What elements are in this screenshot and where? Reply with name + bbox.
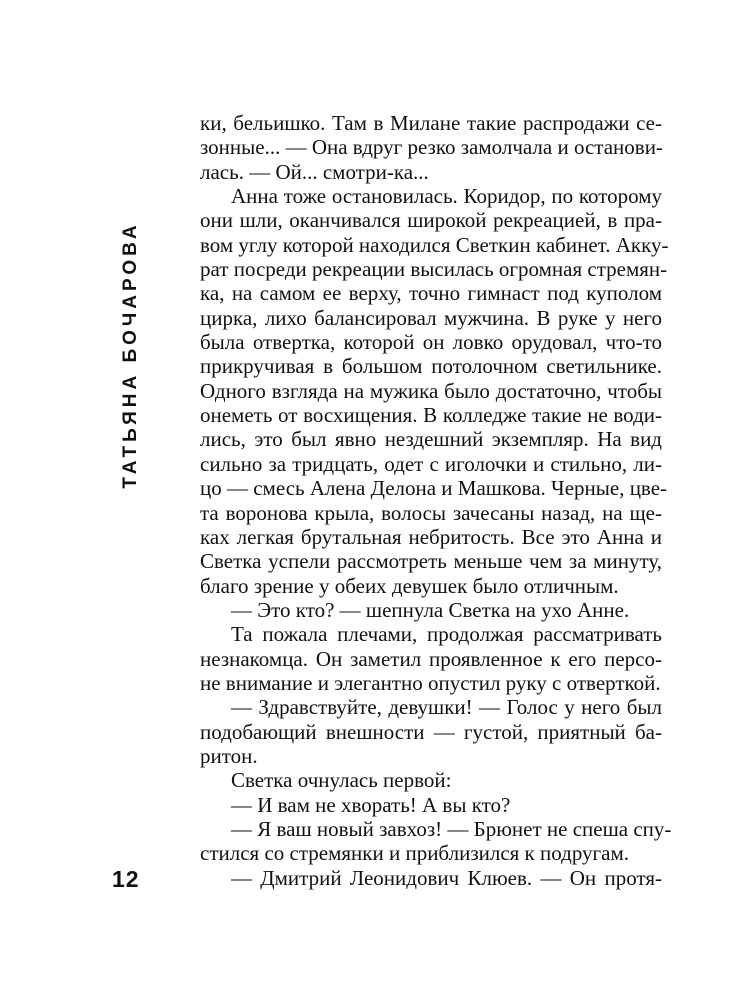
text-line: цо — смесь Алена Делона и Машкова. Черные, цве-	[200, 476, 668, 501]
text-line: Светка успели рассмотреть меньше чем за минуту,	[200, 549, 662, 574]
text-line: ки, бельишко. Там в Милане такие распродажи се-	[200, 111, 662, 135]
page-number: 12	[112, 866, 140, 892]
text-line: благо зрение у обеих девушек было отличным.	[200, 573, 619, 598]
text-line: ка, на самом ее верху, точно гимнаст под куполом	[200, 281, 662, 306]
text-line: — Дмитрий Леонидович Клюев. — Он протя-	[231, 865, 662, 890]
text-line: лись, это был явно нездешний экземпляр. На вид	[200, 427, 662, 452]
running-head-text: ТАТЬЯНА БОЧАРОВА	[120, 221, 141, 489]
text-line: та воронова крыла, волосы зачесаны назад, на ще-	[200, 500, 662, 525]
text-line: вом углу которой находился Светкин кабинет. Акку-	[200, 232, 669, 257]
text-line: Анна тоже остановилась. Коридор, по которому	[231, 184, 662, 209]
text-line: сильно за тридцать, одет с иголочки и стильно, ли-	[200, 451, 662, 476]
text-line: Светка очнулась первой:	[231, 768, 452, 793]
text-line: ритон.	[200, 743, 258, 768]
text-line: незнакомца. Он заметил проявленное к его персо-	[200, 646, 662, 671]
text-line: Одного взгляда на мужика было достаточно, чтобы	[200, 378, 662, 403]
text-line: лась. — Ой... смотри-ка...	[200, 159, 429, 184]
text-line: — И вам не хворать! А вы кто?	[231, 792, 511, 817]
text-line: — Это кто? — шепнула Светка на ухо Анне.	[231, 597, 630, 622]
text-line: ках легкая брутальная небритость. Все это Анна и	[200, 524, 662, 549]
body-text	[200, 111, 672, 890]
text-line: онеметь от восхищения. В колледже такие не води-	[200, 403, 662, 428]
text-line: не внимание и элегантно опустил руку с отверткой.	[200, 670, 661, 695]
text-line: — Я ваш новый завхоз! — Брюнет не спеша спу-	[231, 816, 672, 841]
text-line: Та пожала плечами, продолжая рассматривать	[231, 622, 662, 647]
text-line: — Здравствуйте, девушки! — Голос у него был	[231, 695, 662, 720]
text-line: они шли, оканчивался широкой рекреацией, в пра-	[200, 208, 662, 233]
text-line: рат посреди рекреации высилась огромная стремян-	[200, 257, 668, 282]
text-line: была отвертка, которой он ловко орудовал, что-то	[200, 330, 662, 355]
text-line: прикручивая в большом потолочном светильнике.	[200, 354, 662, 379]
text-line: зонные... — Она вдруг резко замолчала и останови-	[200, 135, 663, 160]
text-line: цирка, лихо балансировал мужчина. В руке у него	[200, 305, 662, 330]
text-line: подобающий внешности — густой, приятный ба-	[200, 719, 662, 744]
text-line: стился со стремянки и приблизился к подругам.	[200, 841, 630, 866]
